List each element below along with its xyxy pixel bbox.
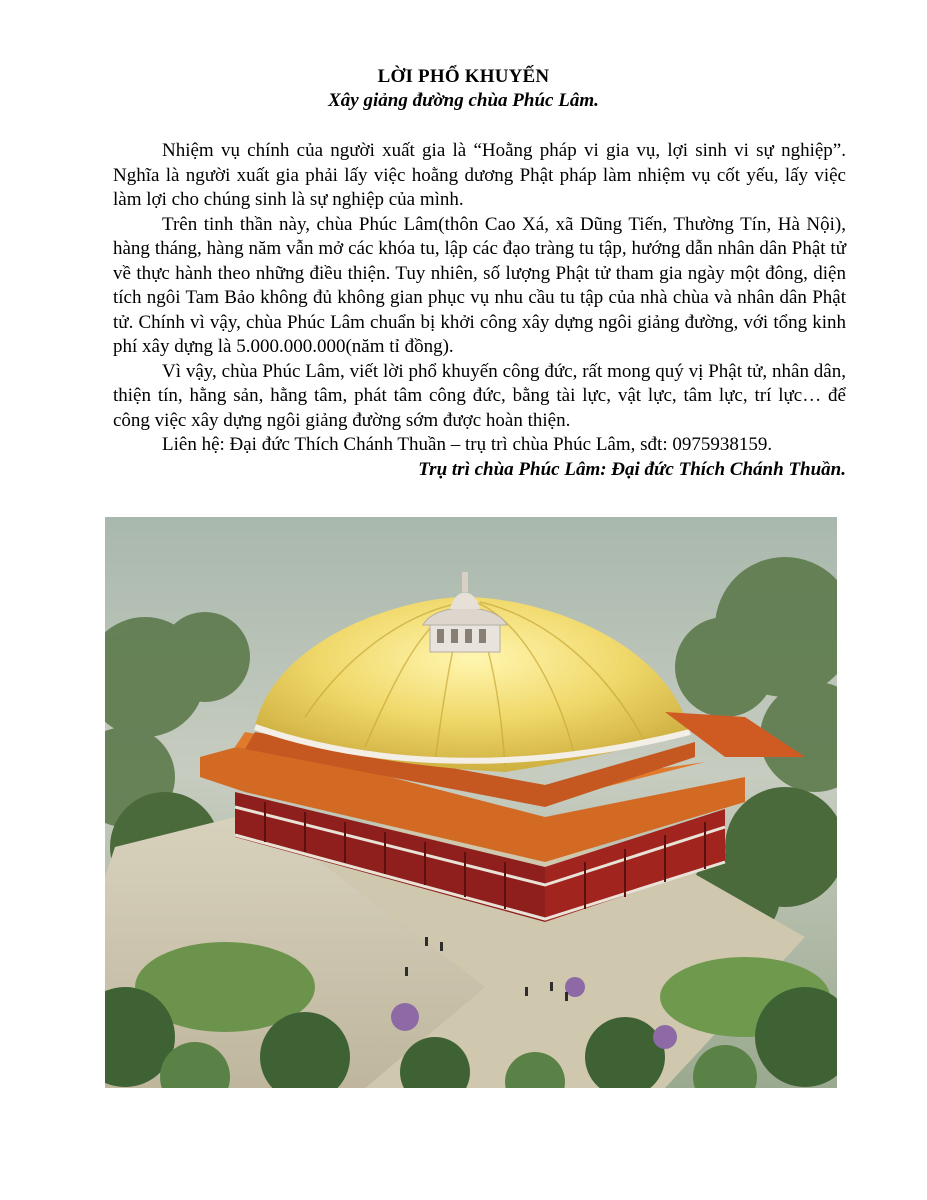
paragraph-contact: Liên hệ: Đại đức Thích Chánh Thuần – trụ trì chùa Phúc Lâm, sđt: 0975938159. [162,434,773,455]
document-body [113,139,846,482]
document-title: LỜI PHỔ KHUYẾN [377,66,550,87]
document-subtitle: Xây giảng đường chùa Phúc Lâm. [328,90,599,111]
paragraph-mission: Nhiệm vụ chính của người xuất gia là “Hoằng pháp vi gia vụ, lợi sinh vi sự nghiệp”. Nghĩa là người xuất gia phải lấy việc hoằng dương Phật pháp làm nhiệm vụ cốt yếu, lấy việc làm lợi cho chúng sinh là sự nghiệp của mình. [113,140,846,210]
lecture-hall-rendering-image [105,517,837,1088]
paragraph-temple-plan: Trên tinh thần này, chùa Phúc Lâm(thôn Cao Xá, xã Dũng Tiến, Thường Tín, Hà Nội), hàng tháng, hàng năm vẫn mở các khóa tu, lập các đạo tràng tu tập, hướng dẫn nhân dân Phật tử về thực hành theo những điều thiện. Tuy nhiên, số lượng Phật tử tham gia ngày một đông, diện tích ngôi Tam Bảo không đủ không gian phục vụ nhu cầu tu tập của nhà chùa và nhân dân Phật tử. Chính vì vậy, chùa Phúc Lâm chuẩn bị khởi công xây dựng ngôi giảng đường, với tổng kinh phí xây dựng là 5.000.000.000(năm tỉ đồng). [113,213,846,357]
paragraph-appeal: Vì vậy, chùa Phúc Lâm, viết lời phổ khuyến công đức, rất mong quý vị Phật tử, nhân dân, thiện tín, hằng sản, hằng tâm, phát tâm công đức, bằng tài lực, vật lực, tâm lực, trí lực… để công việc xây dựng ngôi giảng đường sớm được hoàn thiện. [113,360,846,431]
signature-line: Trụ trì chùa Phúc Lâm: Đại đức Thích Chánh Thuần. [418,458,846,480]
